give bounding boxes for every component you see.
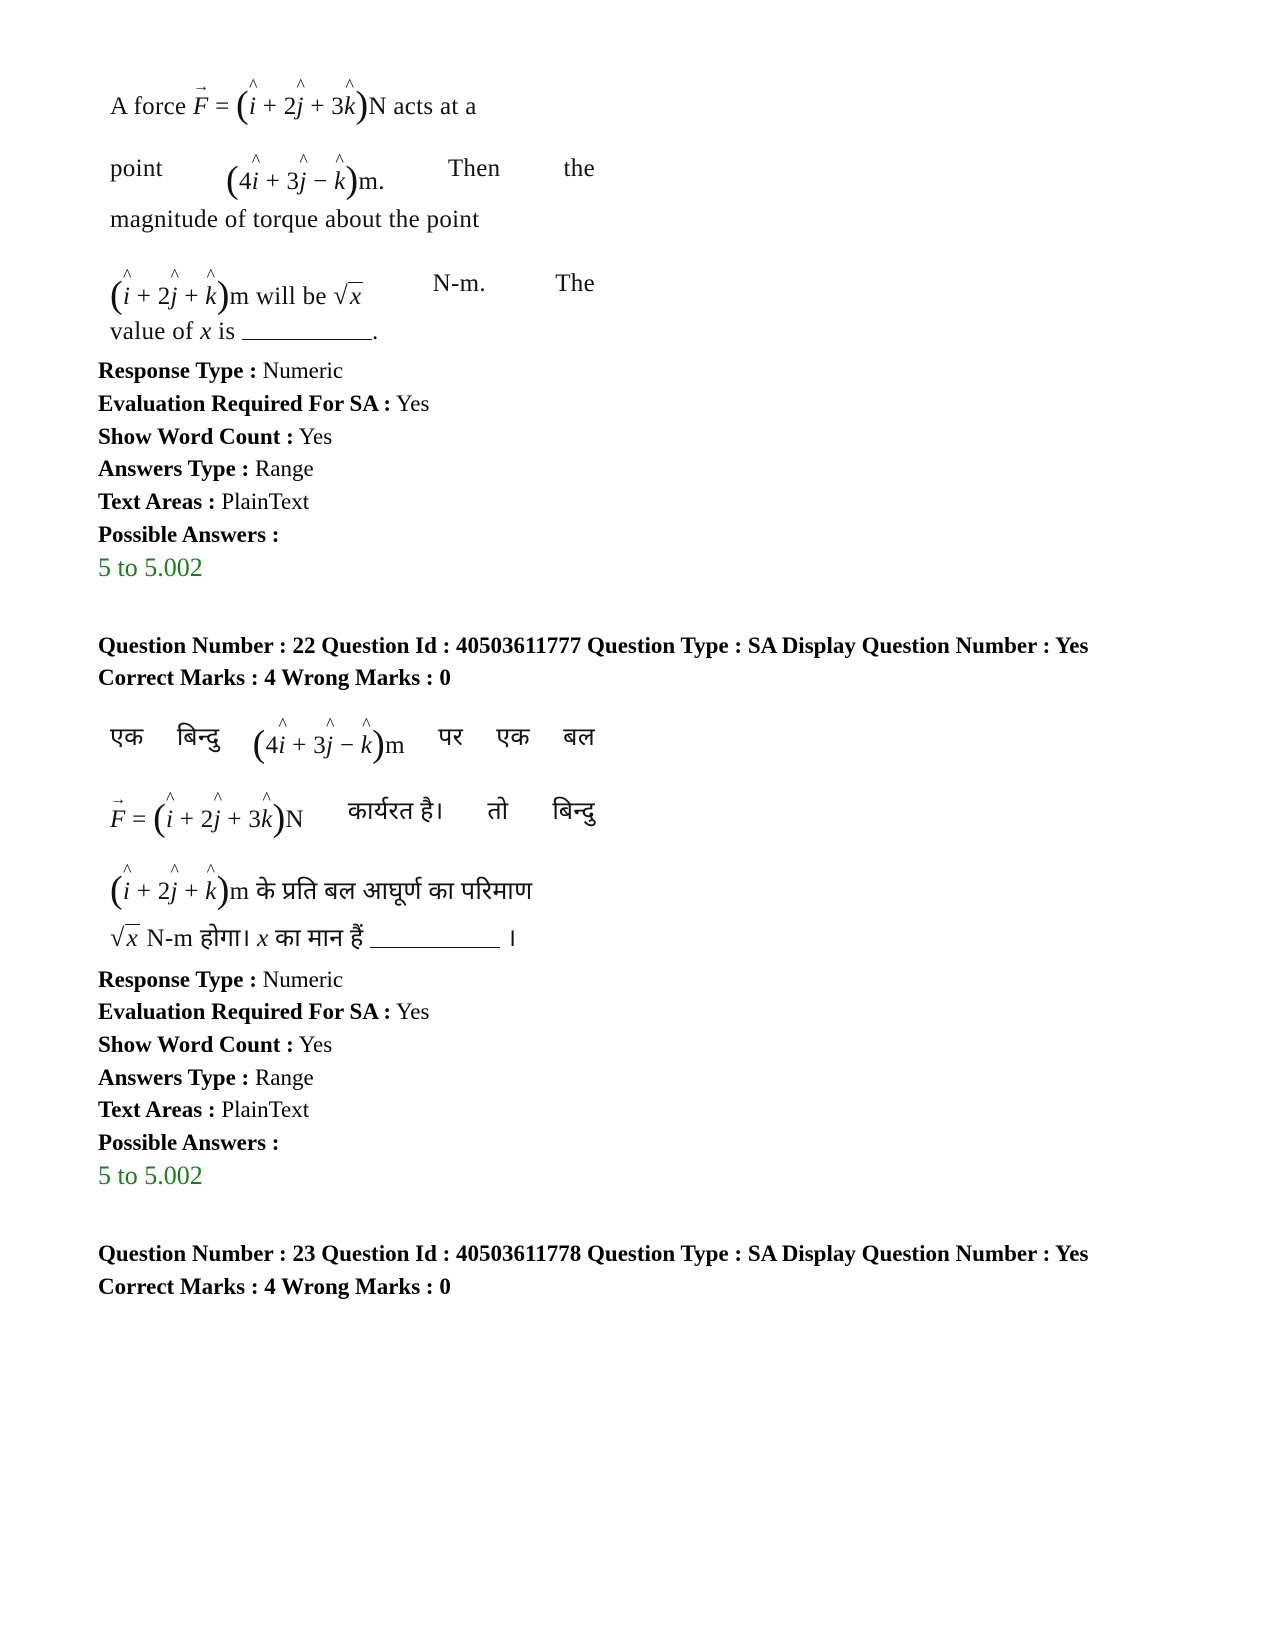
- q21-line-1: A force → F = ( ^ i + 2 ^ j + 3 ^ k)N acts at a: [110, 75, 477, 126]
- q21-answers-type: Answers Type : Range: [98, 456, 314, 481]
- q22-evaluation-required: Evaluation Required For SA : Yes: [98, 999, 430, 1024]
- q22-possible-answers-label: Possible Answers :: [98, 1130, 280, 1155]
- q21-line-4: ( ^ i + 2 ^ j + ^ k)m will be √x N-m. The: [110, 265, 595, 316]
- q22-header-line-2: Correct Marks : 4 Wrong Marks : 0: [98, 665, 451, 690]
- q22-possible-answers-value: 5 to 5.002: [98, 1161, 203, 1190]
- q21-possible-answers-label: Possible Answers :: [98, 522, 280, 547]
- sqrt-x-symbol: √x: [333, 281, 362, 310]
- q23-header-line-1: Question Number : 23 Question Id : 40503611778 Question Type : SA Display Question Number : Yes: [98, 1241, 1089, 1266]
- sqrt-x-symbol: √x: [110, 923, 138, 952]
- q21-possible-answers-value: 5 to 5.002: [98, 553, 203, 582]
- q22-show-word-count: Show Word Count : Yes: [98, 1032, 333, 1057]
- q21-line-5: value of x is .: [110, 318, 379, 345]
- q23-header-line-2: Correct Marks : 4 Wrong Marks : 0: [98, 1274, 451, 1299]
- q22-answers-type: Answers Type : Range: [98, 1065, 314, 1090]
- q21-line-3: magnitude of torque about the point: [110, 206, 480, 233]
- q22-response-type: Response Type : Numeric: [98, 967, 344, 992]
- q21-line-2: point (4 ^ i + 3 ^ j − ^ k)m. Then the: [110, 150, 595, 201]
- q21-text-areas: Text Areas : PlainText: [98, 489, 310, 514]
- q21-response-type: Response Type : Numeric: [98, 358, 344, 383]
- vector-f-symbol: → F: [110, 791, 127, 833]
- q22-line-4: √x N-m होगा। x का मान हैं ।: [110, 923, 517, 952]
- q22-header-line-1: Question Number : 22 Question Id : 40503611777 Question Type : SA Display Question Number : Yes: [98, 633, 1089, 658]
- vector-f-symbol: → F: [192, 78, 210, 120]
- answer-blank: [242, 338, 372, 340]
- answer-blank: [370, 946, 500, 948]
- q22-line-3: ( ^ i + 2 ^ j + ^ k)m के प्रति बल आघूर्ण का परिमाण: [110, 860, 533, 911]
- q22-line-2: → F = ( ^ i + 2 ^ j + 3 ^ k)N कार्यरत है। तो बिन्दु: [110, 788, 595, 839]
- q22-text-areas: Text Areas : PlainText: [98, 1097, 310, 1122]
- q22-line-1: एक बिन्दु (4 ^ i + 3 ^ j − ^ k)m पर एक बल: [110, 714, 595, 765]
- q21-evaluation-required: Evaluation Required For SA : Yes: [98, 391, 430, 416]
- q21-show-word-count: Show Word Count : Yes: [98, 424, 333, 449]
